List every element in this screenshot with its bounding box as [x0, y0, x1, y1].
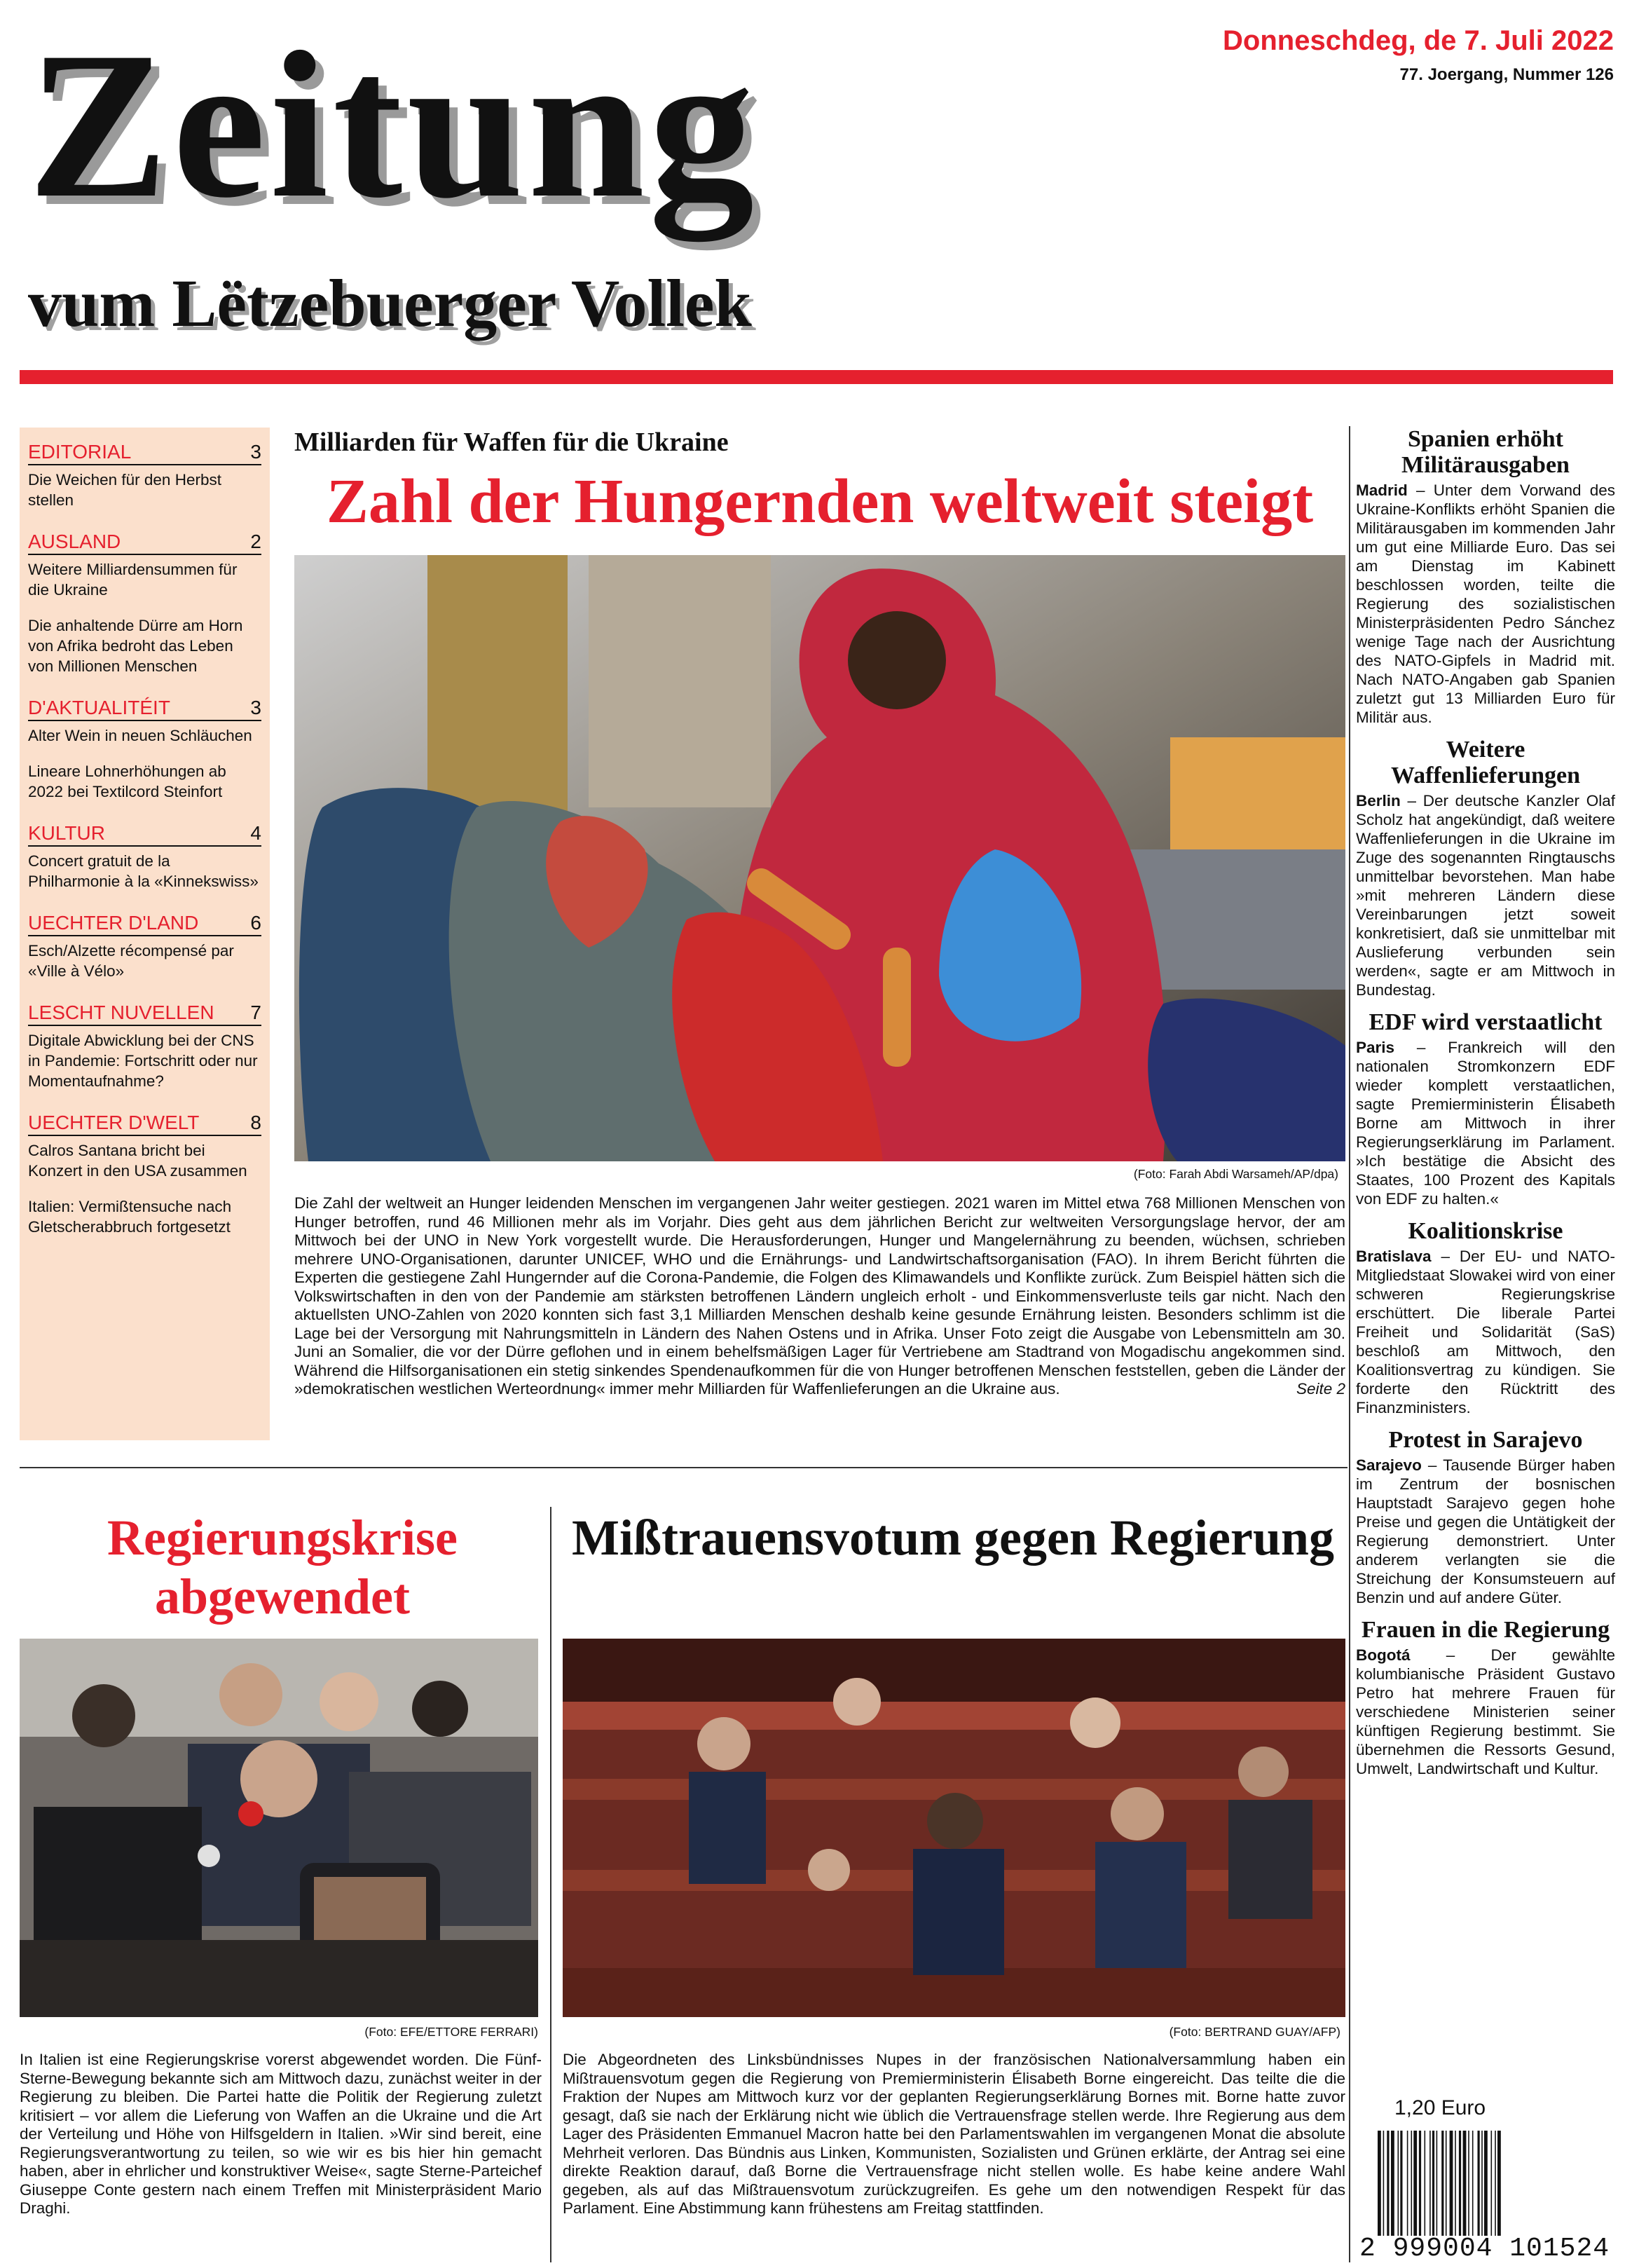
index-item[interactable]: Lineare Lohnerhöhungen ab 2022 bei Textilcord Steinfort [28, 763, 226, 800]
column-rule-right [1349, 426, 1350, 2262]
price-label: 1,20 Euro [1394, 2096, 1486, 2119]
index-item[interactable]: Calros Santana bricht bei Konzert in den USA zusammen [28, 1142, 247, 1180]
brief-text [1356, 1456, 1615, 1607]
index-page-number: 4 [250, 822, 261, 844]
index-section-label: UECHTER D'WELT [28, 1112, 200, 1133]
index-section [28, 911, 261, 981]
lead-body [294, 1194, 1345, 1399]
lead-photo-credit: (Foto: Farah Abdi Warsameh/AP/dpa) [1133, 1167, 1338, 1181]
brief-dateline: Berlin [1356, 792, 1401, 809]
index-page-number: 3 [250, 697, 261, 718]
brief-headline: EDF wird verstaatlicht [1369, 1009, 1603, 1035]
lead-kicker: Milliarden für Waffen für die Ukraine [294, 428, 729, 457]
index-section-label: UECHTER D'LAND [28, 912, 199, 934]
story-left-body: In Italien ist eine Regierungskrise vorerst abgewendet worden. Die Fünf-Sterne-Bewegung bekannte sich am Mittwoch dazu, zunächst weiter in der Regierung zu bleiben. Die Partei hatte die Politik der Regierung zuletzt kritisiert – vor allem die Lieferung von Waffen an die Ukraine und die Art der Verteilung und Höhe von Hilfsgeldern in Italien. »Wir sind bereit, eine Regierungsverantwortung zu teilen, so wie wir es bis hier hin gemacht haben, aber in ehrlicher und konstruktiver Weise«, sagte Sterne-Parteichef Giuseppe Conte gestern nach einem Treffen mit Ministerpräsident Mario Draghi. [20, 2051, 542, 2217]
brief-body: – Der EU- und NATO-Mitgliedstaat Slowakei wird von einer schweren Regierungskrise erschüttert. Die liberale Partei Freiheit und Solidarität (SaS) beschloß am Mittwoch, den Koalitionsvertrag zu kündigen. Sie forderte den Rücktritt des Finanzministers. [1356, 1248, 1615, 1416]
issue-date: Donneschdeg, de 7. Juli 2022 [1223, 25, 1614, 56]
index-page-number: 8 [250, 1112, 261, 1133]
index-section-header[interactable] [28, 911, 261, 936]
brief-dateline: Bratislava [1356, 1248, 1432, 1265]
brief-body: – Der gewählte kolumbianische Präsident Gustavo Petro hat mehrere Frauen für verschiedene Ministerien seiner künftigen Regierung bestimmt. Sie übernehmen die Ressorts Gesund, Umwelt, Landwirtschaft und Kultur. [1356, 1646, 1615, 1777]
barcode [1373, 2131, 1612, 2236]
index-section [28, 440, 261, 510]
barcode-number: 2 999004 101524 [1359, 2234, 1610, 2264]
brief-headline: Koalitionskrise [1408, 1218, 1563, 1244]
index-section-header[interactable] [28, 530, 261, 555]
brief-text [1356, 1646, 1615, 1778]
index-page-number: 7 [250, 1002, 261, 1023]
masthead-title: Zeitung [28, 8, 759, 241]
brief-dateline: Bogotá [1356, 1646, 1411, 1664]
story-middle-photo-credit: (Foto: BERTRAND GUAY/AFP) [1169, 2025, 1340, 2039]
brief-headline: Weitere Waffenlieferungen [1390, 737, 1581, 788]
brief-text [1356, 1038, 1615, 1208]
section-rule [20, 1467, 1347, 1468]
brief-body: – Tausende Bürger haben im Zentrum der bosnischen Hauptstadt Sarajevo gegen hohe Preise und gegen die Untätigkeit der Regierung demonstriert. Unter anderem verlangten sie die Streichung der Konsumsteuern auf Benzin und auf andere Güter. [1356, 1456, 1615, 1606]
brief-text [1356, 481, 1615, 727]
brief-body: – Der deutsche Kanzler Olaf Scholz hat angekündigt, daß weitere Waffenlieferungen in die Ukraine im Zuge des sogenannten Ringtauschs unmittelbar bevorstehen. Man habe »mit mehreren Ländern diese Vereinbarungen jetzt soweit konkretisiert, daß sie unmittelbar mit Auslieferung verbunden sein werden«, sagte er am Mittwoch in Bundestag. [1356, 792, 1615, 999]
index-section-header[interactable] [28, 1001, 261, 1026]
index-item[interactable]: Concert gratuit de la Philharmonie à la «Kinnekswiss» [28, 852, 259, 890]
column-rule-bottom [550, 1507, 551, 2262]
news-briefs-column [1356, 426, 1615, 1788]
index-item[interactable]: Digitale Abwicklung bei der CNS in Pandemie: Fortschritt oder nur Momentaufnahme? [28, 1032, 258, 1090]
index-section-header[interactable] [28, 440, 261, 465]
index-section [28, 696, 261, 802]
brief-text [1356, 791, 1615, 999]
story-left-headline: Regierungskrise abgewendet [107, 1510, 458, 1625]
index-section-header[interactable] [28, 696, 261, 721]
lead-photo-image [294, 555, 1345, 1161]
index-section-label: KULTUR [28, 822, 105, 844]
index-section-header[interactable] [28, 821, 261, 847]
index-section [28, 821, 261, 892]
story-middle-body: Die Abgeordneten des Linksbündnisses Nupes in der französischen Nationalversammlung haben ein Mißtrauensvotum gegen die Regierung von Premierministerin Élisabeth Borne eingereicht. Das teilte die die Fraktion der Nupes am Mittwoch kurz vor der geplanten Regierungserklärung Bornes mit. Borne hatte zuvor gesagt, daß sie nach der Erklärung nicht wie üblich die Vertrauensfrage stellen werde. Ihre Regierung aus dem Lager des Präsidenten Emmanuel Macron hatte bei den Parlamentswahlen im vergangenen Monat die absolute Mehrheit verloren. Das Bündnis aus Linken, Kommunisten, Sozialisten und Grünen erklärte, der Antrag sei eine direkte Reaktion darauf, daß Borne die Vertrauensfrage nicht stellen wolle. Es habe keine andere Wahl gegeben, als auf das Mißtrauensvotum zurückzugreifen. Es gehe um den notwendigen Respekt für das Parlament. Eine Abstimmung kann frühestens am Freitag stattfinden. [563, 2051, 1345, 2217]
index-item[interactable]: Esch/Alzette récompensé par «Ville à Vélo» [28, 942, 234, 980]
issue-number: 77. Joergang, Nummer 126 [1399, 65, 1614, 84]
index-item[interactable]: Alter Wein in neuen Schläuchen [28, 727, 252, 744]
index-section [28, 1111, 261, 1237]
story-middle-photo-image [563, 1639, 1345, 2017]
brief-headline: Spanien erhöht Militärausgaben [1401, 426, 1570, 478]
brief-dateline: Sarajevo [1356, 1456, 1422, 1474]
index-page-number: 3 [250, 441, 261, 463]
brief-dateline: Paris [1356, 1039, 1395, 1056]
story-left-photo-image [20, 1639, 538, 2017]
lead-page-ref: Seite 2 [1296, 1380, 1345, 1398]
index-section [28, 530, 261, 676]
index-page-number: 6 [250, 912, 261, 934]
story-middle-headline: Mißtrauensvotum gegen Regierung [572, 1510, 1334, 1566]
brief-body: – Frankreich will den nationalen Stromkonzern EDF wieder komplett verstaatlichen, sagte Premierministerin Élisabeth Borne am Mittwoch in ihrer Regierungserklärung im Parlament. »Ich bestätige die Absicht des Staates, 100 Prozent des Kapitals von EDF zu halten.« [1356, 1039, 1615, 1208]
index-section-header[interactable] [28, 1111, 261, 1136]
index-item[interactable]: Die anhaltende Dürre am Horn von Afrika bedroht das Leben von Millionen Menschen [28, 617, 243, 675]
brief-headline: Protest in Sarajevo [1388, 1427, 1583, 1453]
brief-body: – Unter dem Vorwand des Ukraine-Konflikts erhöht Spanien die Militärausgaben im kommenden Jahr um gut eine Milliarde Euro. Das sei am Dienstag im Kabinett beschlossen worden, teilte die Regierung des sozialistischen Ministerpräsidenten Pedro Sánchez wenige Tage nach der Ausrichtung des NATO-Gipfels in Madrid mit. Nach NATO-Angaben gab Spanien zuletzt gut 13 Milliarden Euro für Militär aus. [1356, 481, 1615, 726]
index-item[interactable]: Italien: Vermißtensuche nach Gletscherabbruch fortgesetzt [28, 1198, 232, 1236]
index-item[interactable]: Weitere Milliardensummen für die Ukraine [28, 561, 238, 599]
masthead-subtitle: vum Lëtzebuerger Vollek [28, 266, 752, 341]
index-section [28, 1001, 261, 1091]
index-section-label: LESCHT NUVELLEN [28, 1002, 214, 1023]
index-page-number: 2 [250, 531, 261, 552]
index-item[interactable]: Die Weichen für den Herbst stellen [28, 471, 221, 509]
brief-headline: Frauen in die Regierung [1361, 1617, 1610, 1643]
story-left-photo-credit: (Foto: EFE/ETTORE FERRARI) [364, 2025, 538, 2039]
lead-headline: Zahl der Hungernden weltweit steigt [326, 467, 1314, 536]
masthead-rule [20, 370, 1613, 384]
lead-photo [294, 555, 1345, 1161]
lead-body-text: Die Zahl der weltweit an Hunger leidenden Menschen im vergangenen Jahr weiter gestiegen. 2021 waren im Mittel etwa 768 Millionen Menschen von Hunger betroffen, rund 46 Millionen mehr als im Vorjahr. Dies geht aus dem jährlichen Bericht zur weltweiten Versorgungslage hervor, der am Mittwoch bei der UNO in New York vorgestellt wurde. Die Herausforderungen, Hunger und Mangelernährung zu beenden, wüchsen, schrieben mehrere UNO-Organisationen, darunter UNICEF, WHO und die Ernährungs- und Landwirtschaftsorganisation (FAO). In ihrem Bericht führten die Experten die gestiegene Zahl Hungernder auf die Corona-Pandemie, die Folgen des Klimawandels und Konflikte zurück. Zum Beispiel hätten sich die Volkswirtschaften in den von der Pandemie am stärksten betroffenen Ländern ungleich erholt - und Einkommensverluste teils gar nicht. Nach den aktuellsten UNO-Zahlen von 2020 konnten sich fast 3,1 Milliarden Menschen deshalb keine gesunde Ernährung leisten. Besonders schlimm ist die Lage bei der Versorgung mit Nahrungsmitteln in Ländern des Nahen Ostens und in Afrika. Unser Foto zeigt die Ausgabe von Lebensmitteln am 30. Juni an Somalier, die vor der Dürre geflohen und in einem behelfsmäßigen Lager für Vertriebene am Stadtrand von Mogadischu angekommen sind. Während die Hilfsorganisationen ein stetig sinkendes Spendenaufkommen für die von Hunger betroffenen Menschen feststellen, geben die Länder der »demokratischen westlichen Werteordnung« immer mehr Milliarden für Waffenlieferungen an die Ukraine aus. [294, 1194, 1345, 1398]
index-section-label: AUSLAND [28, 531, 121, 552]
brief-text [1356, 1247, 1615, 1417]
brief-dateline: Madrid [1356, 481, 1408, 499]
index-section-label: D'AKTUALITÉIT [28, 697, 170, 718]
story-left-photo [20, 1639, 538, 2017]
table-of-contents [20, 428, 270, 1440]
index-section-label: EDITORIAL [28, 441, 132, 463]
story-middle-photo [563, 1639, 1345, 2017]
